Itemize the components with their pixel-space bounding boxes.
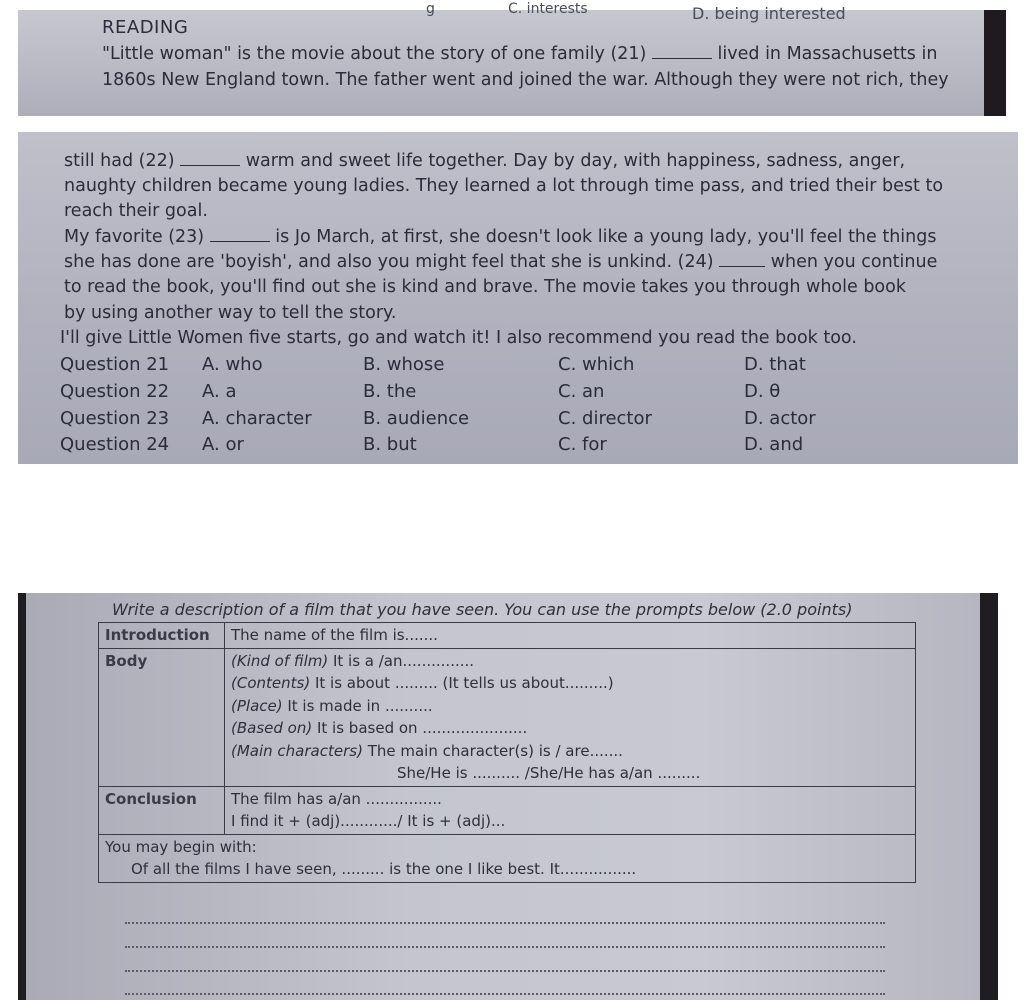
passage-line: naughty children became young ladies. They learned a lot through time pass, and tried their best to	[64, 176, 944, 196]
passage-text: My favorite (23)	[64, 227, 205, 247]
prompt-text: It is a /an...............	[328, 651, 475, 670]
blank-22	[180, 153, 240, 166]
body-line	[231, 717, 909, 740]
reading-heading: READING	[102, 17, 189, 38]
cut-text-mid: C. interests	[508, 1, 588, 17]
question-label: Question 24	[60, 434, 170, 455]
option-a[interactable]: A. a	[202, 381, 237, 402]
passage-text: she has done are 'boyish', and also you might feel that she is unkind. (24)	[64, 252, 714, 272]
body-line	[231, 740, 909, 763]
passage-line: 1860s New England town. The father went and joined the war. Although they were not rich, they	[102, 70, 949, 90]
answer-line[interactable]	[125, 946, 885, 948]
option-c[interactable]: C. which	[558, 354, 635, 375]
body-cell	[225, 648, 916, 786]
prompt-key: (Kind of film)	[231, 651, 329, 670]
blank-23	[210, 229, 270, 242]
reading-photo-main	[18, 132, 1018, 464]
prompt-text: It is made in ..........	[282, 696, 433, 715]
table-row	[99, 834, 916, 882]
intro-label: Introduction	[99, 623, 225, 649]
answer-line[interactable]	[125, 993, 885, 995]
writing-instruction: Write a description of a film that you have seen. You can use the prompts below (2.0 points)	[112, 600, 853, 619]
photo-dark-edge	[980, 593, 998, 1000]
passage-line: by using another way to tell the story.	[64, 303, 397, 323]
passage-line	[102, 44, 937, 64]
prompt-text: The main character(s) is / are.......	[362, 741, 623, 760]
option-b[interactable]: B. but	[363, 434, 417, 455]
option-b[interactable]: B. audience	[363, 408, 470, 429]
cut-text-left: g	[426, 1, 435, 17]
table-row	[99, 623, 916, 649]
passage-line: to read the book, you'll find out she is kind and brave. The movie takes you through whole book	[64, 277, 906, 297]
photo-dark-edge	[984, 10, 1006, 116]
prompt-text: It is based on ......................	[312, 719, 528, 737]
prompt-key: (Contents)	[231, 674, 311, 692]
begin-label: You may begin with:	[105, 837, 257, 856]
begin-cell	[99, 834, 916, 882]
prompt-key: (Based on)	[231, 719, 313, 737]
question-label: Question 21	[60, 354, 170, 375]
table-row	[99, 648, 916, 786]
option-a[interactable]: A. character	[202, 408, 312, 429]
option-b[interactable]: B. whose	[363, 354, 445, 375]
option-c[interactable]: C. an	[558, 381, 605, 402]
conclusion-line: I find it + (adj)............/ It is + (adj)...	[231, 812, 506, 830]
blank-21	[652, 46, 712, 59]
option-d[interactable]: D. that	[744, 354, 806, 375]
conclusion-cell	[225, 786, 916, 834]
passage-line	[64, 151, 905, 171]
blank-24	[719, 254, 765, 267]
body-label: Body	[99, 648, 225, 786]
passage-text: is Jo March, at first, she doesn't look like a young lady, you'll feel the things	[275, 227, 937, 247]
body-line	[231, 650, 909, 673]
body-line	[231, 695, 909, 718]
conclusion-label: Conclusion	[99, 786, 225, 834]
photo-dark-edge	[18, 593, 26, 1000]
body-line	[231, 672, 909, 695]
cut-text-right: D. being interested	[692, 4, 846, 23]
passage-text: warm and sweet life together. Day by day, with happiness, sadness, anger,	[245, 151, 906, 171]
answer-line[interactable]	[125, 922, 885, 924]
passage-text: "Little woman" is the movie about the story of one family (21)	[102, 44, 647, 64]
table-row	[99, 786, 916, 834]
option-d[interactable]: D. actor	[744, 408, 816, 429]
prompt-key: (Main characters)	[231, 741, 363, 760]
option-c[interactable]: C. for	[558, 434, 607, 455]
option-d[interactable]: D. and	[744, 434, 804, 455]
option-d[interactable]: D. θ	[744, 381, 781, 402]
question-label: Question 23	[60, 408, 170, 429]
reading-photo-top	[18, 1, 1006, 116]
intro-text: The name of the film is.......	[225, 623, 916, 649]
passage-line	[64, 252, 937, 272]
option-a[interactable]: A. who	[202, 354, 263, 375]
passage-text: lived in Massachusetts in	[717, 44, 938, 64]
answer-line[interactable]	[125, 970, 885, 972]
film-prompt-table	[98, 622, 916, 883]
option-c[interactable]: C. director	[558, 408, 652, 429]
passage-text: still had (22)	[64, 151, 175, 171]
conclusion-line: The film has a/an ................	[231, 789, 442, 808]
option-a[interactable]: A. or	[202, 434, 244, 455]
passage-line	[64, 227, 936, 247]
option-b[interactable]: B. the	[363, 381, 417, 402]
body-line: She/He is .......... /She/He has a/an .........	[397, 764, 701, 782]
begin-text: Of all the films I have seen, ......... is the one I like best. It................	[131, 860, 637, 878]
passage-line: I'll give Little Women five starts, go and watch it! I also recommend you read the book too.	[60, 328, 857, 348]
passage-text: when you continue	[770, 252, 938, 272]
prompt-key: (Place)	[231, 696, 283, 715]
passage-line: reach their goal.	[64, 201, 208, 221]
prompt-text: It is about ......... (It tells us about.........)	[310, 674, 614, 692]
question-label: Question 22	[60, 381, 170, 402]
